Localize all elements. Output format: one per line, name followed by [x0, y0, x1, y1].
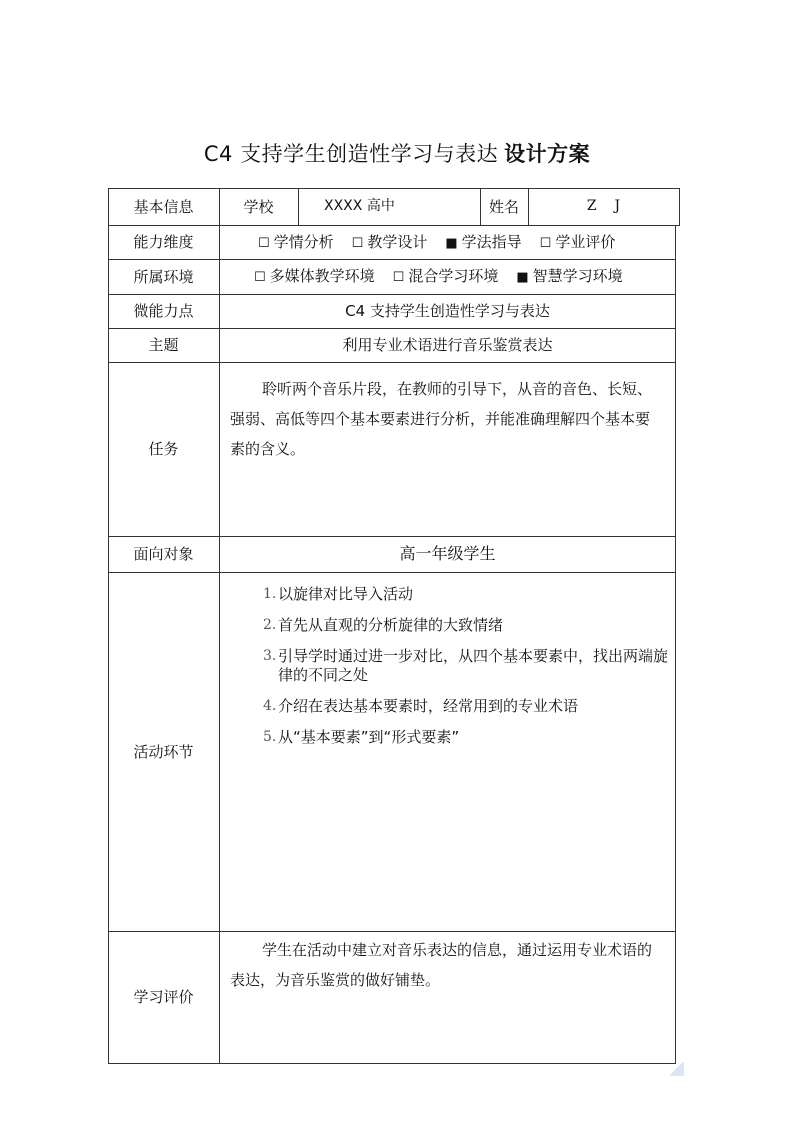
name-label: 姓名 — [488, 197, 519, 216]
list-item: 5. 从“基本要素”到“形式要素” — [263, 728, 460, 746]
name-value: Z J — [586, 198, 621, 215]
activities-steps — [263, 585, 679, 759]
list-item: 4. 介绍在表达基本要素时，经常用到的专业术语 — [263, 697, 579, 715]
list-item: 2. 首先从直观的分析旋律的大致情绪 — [263, 616, 504, 634]
basic-info-label: 基本信息 — [133, 197, 194, 216]
page-corner-mark — [668, 1062, 684, 1076]
list-item: 3. 引导学时通过进一步对比，从四个基本要素中，找出两端旋律的不同之处 — [263, 647, 669, 684]
activities-label: 活动环节 — [133, 742, 194, 761]
checkbox-icon: ☐ — [392, 270, 405, 286]
checkbox-checked-icon: ■ — [445, 235, 458, 251]
option-blended-env[interactable]: ☐ 混合学习环境 — [392, 267, 499, 286]
title-bold: 设计方案 — [504, 141, 591, 166]
target-value: 高一年级学生 — [399, 544, 496, 564]
micro-ability-value: C4 支持学生创造性学习与表达 — [345, 302, 550, 320]
topic-value: 利用专业术语进行音乐鉴赏表达 — [342, 336, 553, 354]
ability-dimension-options — [240, 225, 676, 259]
checkbox-icon: ☐ — [254, 270, 266, 286]
option-multimedia-env[interactable]: ☐ 多媒体教学环境 — [254, 267, 375, 286]
option-academic-evaluation[interactable]: ☐ 学业评价 — [539, 232, 616, 251]
table-rule — [108, 1063, 676, 1064]
micro-ability-label: 微能力点 — [133, 302, 194, 320]
list-item: 1. 以旋律对比导入活动 — [263, 585, 414, 603]
environment-options — [236, 259, 676, 294]
option-smart-env[interactable]: ■ 智慧学习环境 — [516, 267, 623, 286]
table-rule — [679, 188, 680, 225]
topic-label: 主题 — [148, 336, 179, 354]
option-study-guidance[interactable]: ■ 学法指导 — [445, 232, 522, 251]
target-label: 面向对象 — [133, 545, 194, 563]
checkbox-checked-icon: ■ — [516, 270, 529, 286]
ability-dimension-label: 能力维度 — [133, 233, 194, 251]
school-value: XXXX 高中 — [324, 198, 395, 215]
evaluation-label: 学习评价 — [133, 988, 194, 1006]
evaluation-value: 学生在活动中建立对音乐表达的信息，通过运用专业术语的表达，为音乐鉴赏的做好铺垫。 — [230, 941, 653, 989]
option-learning-analysis[interactable]: ☐ 学情分析 — [258, 232, 334, 251]
environment-label: 所属环境 — [133, 267, 194, 286]
title-main: C4 支持学生创造性学习与表达 — [203, 142, 499, 166]
checkbox-icon: ☐ — [539, 235, 552, 251]
task-label: 任务 — [148, 440, 179, 458]
checkbox-icon: ☐ — [351, 235, 364, 251]
task-value: 聆听两个音乐片段，在教师的引导下，从音的音色、长短、强弱、高低等四个基本要素进行分析，并能准确理解四个基本要素的含义。 — [230, 380, 653, 458]
school-label: 学校 — [243, 197, 274, 216]
document-title — [0, 138, 794, 168]
checkbox-icon: ☐ — [258, 235, 270, 251]
option-teaching-design[interactable]: ☐ 教学设计 — [351, 232, 428, 251]
